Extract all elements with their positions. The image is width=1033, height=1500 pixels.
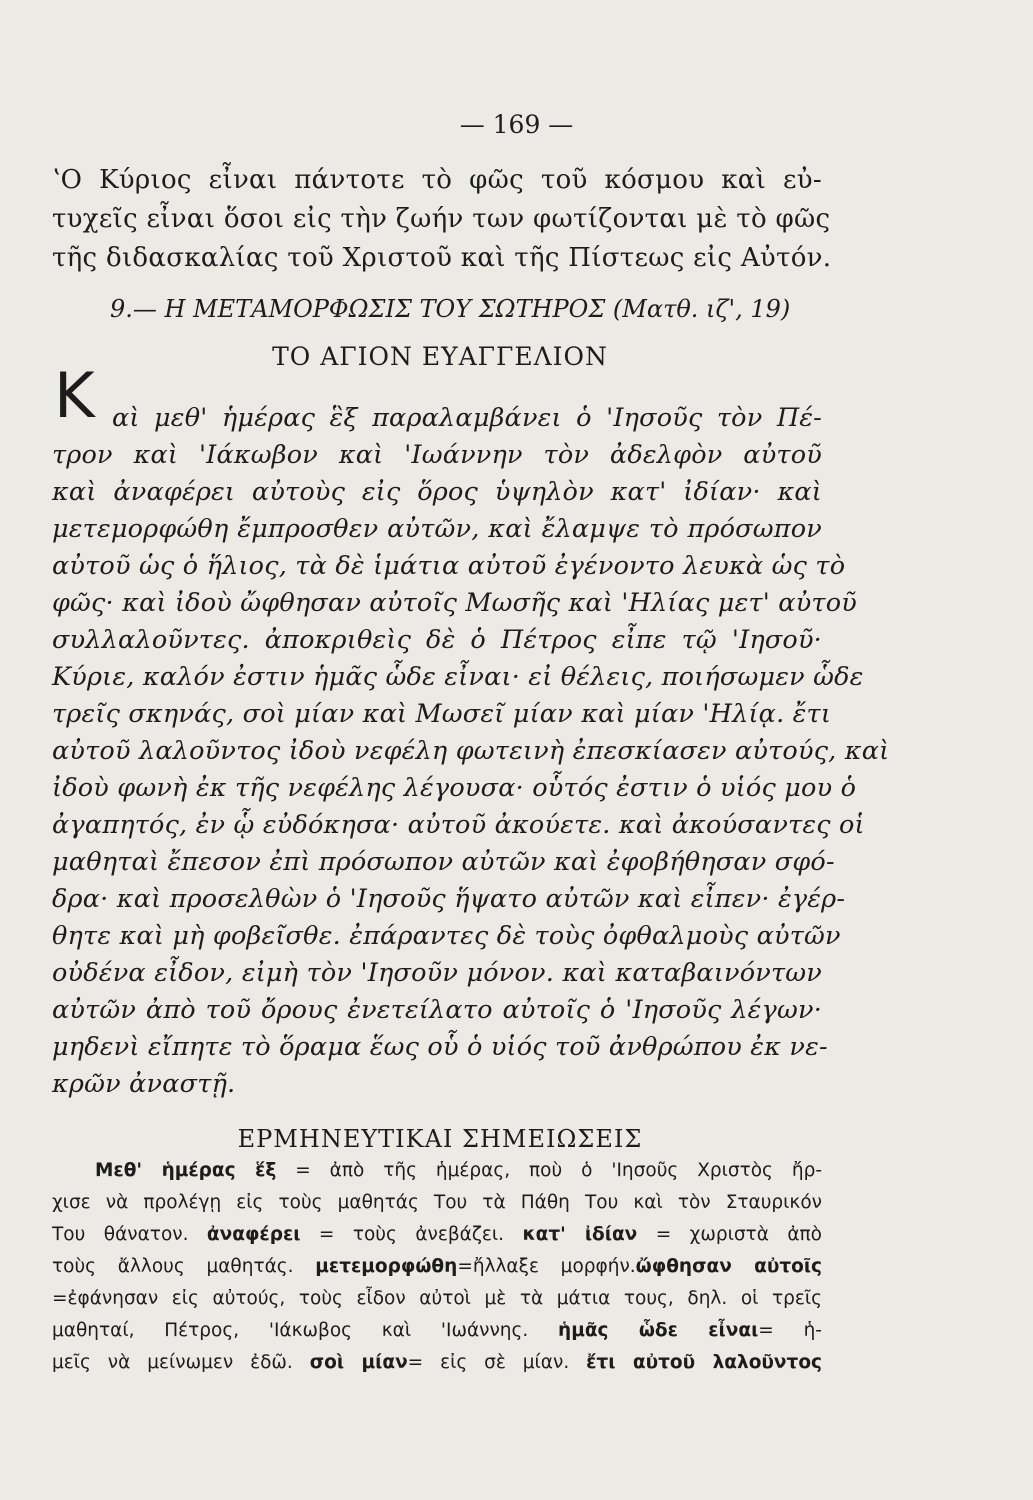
intro-line-2: τυχεῖς εἶναι ὅσοι εἰς τὴν ζωήν των φωτίζονται μὲ τὸ φῶς [52,204,831,234]
gospel-line-7: συλλαλοῦντες. ἀποκριθεὶς δὲ ὁ Πέτρος εἶπε τῷ 'Ιησοῦ· [52,625,822,655]
gospel-line-2: τρον καὶ 'Ιάκωβον καὶ 'Ιωάννην τὸν ἀδελφὸν αὐτοῦ [52,440,822,470]
note-text: = εἰς σὲ μίαν. [407,1352,587,1373]
note-term: ὤφθησαν αὐτοῖς [635,1256,823,1277]
gospel-line-17: αὐτῶν ἀπὸ τοῦ ὄρους ἐνετείλατο αὐτοῖς ὁ 'Ιησοῦς λέγων· [52,995,822,1025]
note-term: Μεθ' ἡμέρας ἕξ [95,1160,277,1181]
note-text: = ἀπὸ τῆς ἡμέρας, ποὺ ὁ 'Ιησοῦς Χριστὸς ἤρ- [276,1160,822,1181]
note-term: ἡμᾶς ὧδε εἶναι [558,1320,759,1341]
note-text: τοὺς ἄλλους μαθητάς. [52,1256,316,1277]
note-term: σοὶ μίαν [309,1352,408,1373]
note-term: κατ' ἰδίαν [522,1224,638,1245]
note-text: = χωριστὰ ἀπὸ [637,1224,822,1245]
gospel-line-13: μαθηταὶ ἔπεσον ἐπὶ πρόσωπον αὐτῶν καὶ ἐφοβήθησαν σφό- [52,847,835,877]
note-line-2 [52,1192,822,1213]
gospel-line-12: ἀγαπητός, ἐν ᾧ εὐδόκησα· αὐτοῦ ἀκούετε. καὶ ἀκούσαντες οἱ [52,810,865,840]
note-term: μετεμορφώθη [315,1256,458,1277]
note-text: =ἐφάνησαν εἰς αὐτούς, τοὺς εἶδον αὐτοὶ μὲ τὰ μάτια τους, δηλ. οἱ τρεῖς [52,1288,822,1309]
note-text: = ἡ- [758,1320,822,1341]
note-line-7 [52,1352,822,1373]
gospel-line-4: μετεμορφώθη ἔμπροσθεν αὐτῶν, καὶ ἔλαμψε τὸ πρόσωπον [52,514,822,544]
gospel-line-3: καὶ ἀναφέρει αὐτοὺς εἰς ὅρος ὑψηλὸν κατ' ἰδίαν· καὶ [52,477,822,507]
note-term: ἔτι αὐτοῦ λαλοῦντος [586,1352,822,1373]
gospel-line-10: αὐτοῦ λαλοῦντος ἰδοὺ νεφέλη φωτεινὴ ἐπεσκίασεν αὐτούς, καὶ [52,736,890,766]
intro-line-3: τῆς διδασκαλίας τοῦ Χριστοῦ καὶ τῆς Πίστεως εἰς Αὐτόν. [52,243,832,273]
note-text: =ἤλλαξε μορφήν. [457,1256,636,1277]
gospel-line-5: αὐτοῦ ὡς ὁ ἥλιος, τὰ δὲ ἱμάτια αὐτοῦ ἐγένοντο λευκὰ ὡς τὸ [52,551,846,581]
note-term: ἀναφέρει [206,1224,301,1245]
note-text: χισε νὰ προλέγῃ εἰς τοὺς μαθητάς Του τὰ Πάθη Του καὶ τὸν Σταυρικόν [52,1192,822,1213]
gospel-title: ΤΟ ΑΓΙΟΝ ΕΥΑΓΓΕΛΙΟΝ [272,342,608,371]
page-number: — 169 — [459,110,574,139]
note-line-4 [52,1256,822,1277]
gospel-line-1: αὶ μεθ' ἡμέρας ἓξ παραλαμβάνει ὁ 'Ιησοῦς τὸν Πέ- [112,403,822,433]
note-text: μαθηταί, Πέτρος, 'Ιάκωβος καὶ 'Ιωάννης. [52,1320,559,1341]
note-text: μεῖς νὰ μείνωμεν ἐδῶ. [52,1352,310,1373]
gospel-line-19: κρῶν ἀναστῇ. [52,1069,236,1099]
intro-line-1: ʽΟ Κύριος εἶναι πάντοτε τὸ φῶς τοῦ κόσμου καὶ εὐ- [52,165,822,195]
gospel-line-15: θητε καὶ μὴ φοβεῖσθε. ἐπάραντες δὲ τοὺς ὀφθαλμοὺς αὐτῶν [52,921,841,951]
gospel-line-9: τρεῖς σκηνάς, σοὶ μίαν καὶ Μωσεῖ μίαν καὶ μίαν 'Ηλίᾳ. ἔτι [52,699,832,729]
note-text: Του θάνατον. [52,1224,207,1245]
note-line-1 [95,1160,822,1181]
gospel-line-18: μηδενὶ εἴπητε τὸ ὅραμα ἕως οὗ ὁ υἱός τοῦ ἀνθρώπου ἐκ νε- [52,1032,828,1062]
section-heading: 9.— Η ΜΕΤΑΜΟΡΦΩΣΙΣ ΤΟΥ ΣΩΤΗΡΟΣ (Ματθ. ιζ', 19) [110,295,791,323]
gospel-line-14: δρα· καὶ προσελθὼν ὁ 'Ιησοῦς ἥψατο αὐτῶν καὶ εἶπεν· ἐγέρ- [52,884,846,914]
note-line-6 [52,1320,822,1341]
notes-title: ΕΡΜΗΝΕΥΤΙΚΑΙ ΣΗΜΕΙΩΣΕΙΣ [237,1125,643,1153]
note-line-5 [52,1288,822,1309]
gospel-line-16: οὐδένα εἶδον, εἰμὴ τὸν 'Ιησοῦν μόνον. καὶ καταβαινόντων [52,958,822,988]
gospel-line-8: Κύριε, καλόν ἐστιν ἡμᾶς ὧδε εἶναι· εἰ θέλεις, ποιήσωμεν ὧδε [52,662,864,692]
gospel-line-11: ἰδοὺ φωνὴ ἐκ τῆς νεφέλης λέγουσα· οὗτός ἐστιν ὁ υἱός μου ὁ [52,773,857,803]
note-text: = τοὺς ἀνεβάζει. [300,1224,523,1245]
drop-cap: Κ [54,359,95,432]
note-line-3 [52,1224,822,1245]
gospel-line-6: φῶς· καὶ ἰδοὺ ὤφθησαν αὐτοῖς Μωσῆς καὶ 'Ηλίας μετ' αὐτοῦ [52,588,857,618]
